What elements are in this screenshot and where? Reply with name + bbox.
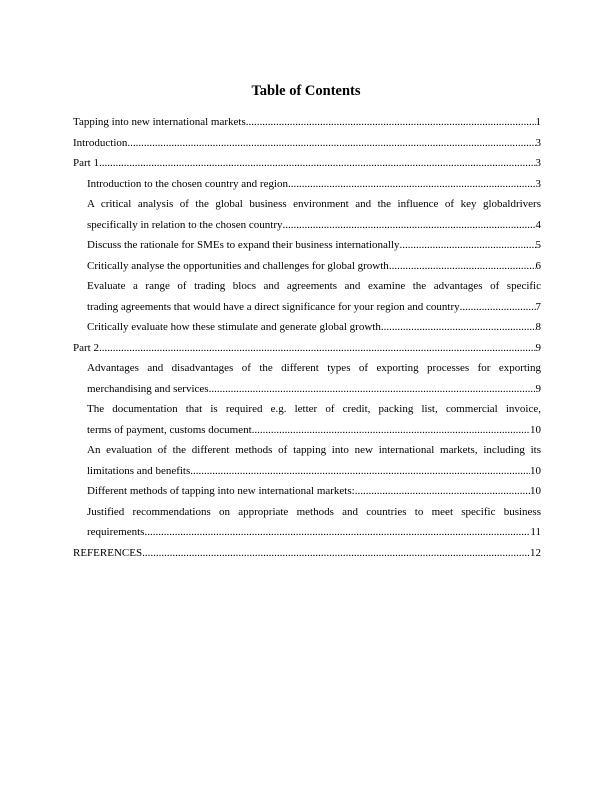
toc-entry-text: Tapping into new international markets — [73, 116, 246, 128]
toc-leader-dots — [142, 543, 530, 564]
toc-leader-dots — [355, 481, 530, 502]
toc-page-number: 10 — [530, 464, 541, 477]
toc-page-number: 11 — [530, 526, 541, 538]
toc-page-number: 6 — [535, 259, 541, 272]
toc-entry-text-line1: An evaluation of the different methods of tapping into new international markets, including its — [87, 444, 541, 456]
toc-page-number: 8 — [535, 321, 541, 333]
toc-leader-dots — [400, 235, 536, 256]
toc-entry[interactable] — [73, 112, 541, 133]
toc-page-number: 12 — [530, 546, 541, 559]
toc-entry-text: trading agreements that would have a direct significance for your region and country — [87, 300, 460, 313]
toc-entry-text: limitations and benefits — [87, 464, 191, 477]
toc-entry-text: Critically evaluate how these stimulate and generate global growth — [87, 321, 381, 333]
toc-entry[interactable] — [73, 358, 541, 399]
toc-leader-dots — [190, 461, 530, 482]
toc-title: Table of Contents — [251, 83, 361, 99]
toc-entry-text: Part 1 — [73, 157, 99, 169]
toc-entry[interactable] — [73, 194, 541, 235]
toc-leader-dots — [460, 297, 536, 318]
toc-entry-text: Critically analyse the opportunities and challenges for global growth — [87, 259, 389, 272]
toc-entry-text: requirements — [87, 526, 145, 538]
toc-page-number: 3 — [535, 136, 541, 149]
table-of-contents — [73, 112, 541, 563]
toc-page-number: 9 — [535, 341, 541, 354]
toc-entry[interactable] — [73, 256, 541, 277]
toc-leader-dots — [288, 174, 535, 195]
toc-leader-dots — [252, 420, 530, 441]
toc-leader-dots — [389, 256, 536, 277]
toc-leader-dots — [209, 379, 536, 400]
toc-entry-text: terms of payment, customs document — [87, 423, 252, 436]
toc-entry-text-line1: Advantages and disadvantages of the different types of exporting processes for exporting — [87, 362, 541, 374]
toc-leader-dots — [144, 522, 530, 543]
toc-page-number: 3 — [535, 157, 541, 169]
toc-leader-dots — [99, 338, 536, 359]
toc-entry[interactable] — [73, 543, 541, 564]
toc-entry-text-line1: A critical analysis of the global business environment and the influence of key globaldrivers — [87, 198, 541, 210]
toc-entry-text-line1: The documentation that is required e.g. letter of credit, packing list, commercial invoice, — [87, 403, 541, 415]
toc-leader-dots — [99, 153, 536, 174]
toc-entry[interactable] — [73, 338, 541, 359]
toc-entry-text: Discuss the rationale for SMEs to expand their business internationally — [87, 239, 400, 251]
toc-entry[interactable] — [73, 153, 541, 174]
toc-entry[interactable] — [73, 481, 541, 502]
toc-leader-dots — [127, 133, 535, 154]
toc-page-number: 1 — [535, 116, 541, 128]
toc-page-number: 7 — [535, 300, 541, 313]
toc-page-number: 5 — [535, 239, 541, 251]
toc-entry[interactable] — [73, 440, 541, 481]
toc-entry-text: merchandising and services — [87, 382, 209, 395]
toc-page-number: 10 — [530, 423, 541, 436]
toc-entry-text-line1: Evaluate a range of trading blocs and agreements and examine the advantages of specific — [87, 280, 541, 292]
toc-entry-text: specifically in relation to the chosen country — [87, 218, 283, 231]
toc-entry-text: Introduction — [73, 136, 128, 149]
toc-leader-dots — [246, 112, 536, 133]
toc-entry-text: Introduction to the chosen country and region — [87, 177, 289, 190]
toc-entry[interactable] — [73, 133, 541, 154]
toc-entry[interactable] — [73, 235, 541, 256]
toc-entry[interactable] — [73, 174, 541, 195]
toc-entry-text: Part 2 — [73, 341, 99, 354]
toc-entry-text-line1: Justified recommendations on appropriate methods and countries to meet specific business — [87, 505, 541, 518]
toc-entry[interactable] — [73, 399, 541, 440]
toc-entry[interactable] — [73, 276, 541, 317]
toc-page-number: 3 — [535, 177, 541, 190]
toc-page-number: 10 — [530, 485, 541, 497]
toc-entry[interactable] — [73, 502, 541, 543]
toc-page-number: 9 — [535, 382, 541, 395]
toc-entry-text: Different methods of tapping into new international markets: — [87, 485, 355, 497]
toc-entry-text: REFERENCES — [73, 546, 143, 559]
toc-entry[interactable] — [73, 317, 541, 338]
toc-leader-dots — [283, 215, 536, 236]
toc-leader-dots — [381, 317, 536, 338]
toc-page-number: 4 — [535, 218, 541, 231]
